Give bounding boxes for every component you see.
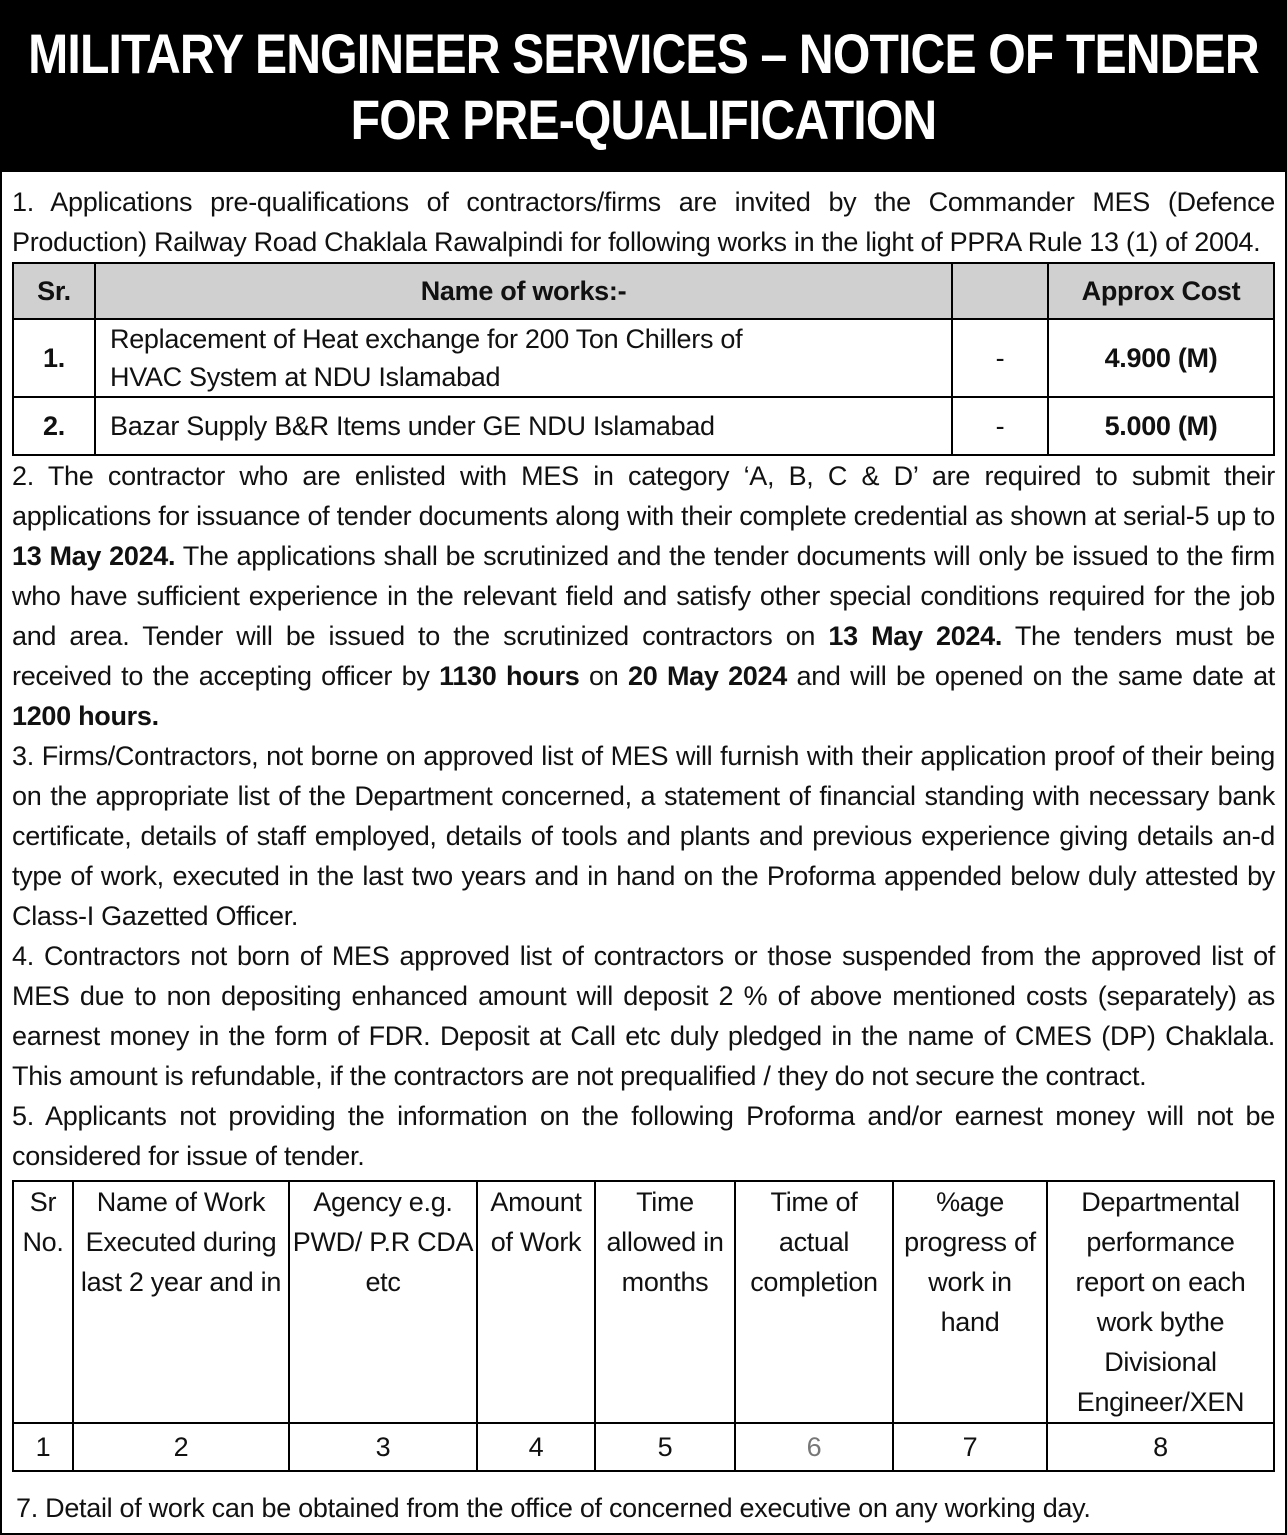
paragraph-3: 3. Firms/Contractors, not borne on approved list of MES will furnish with their application proof of their being on the appropriate list of the Department concerned, a statement of financial standing with necessary bank certificate, details of staff employed, details of tools and plants and previous experience giving details an-d type of work, executed in the last two years and in hand on the Proforma appended below duly attested by Class-I Gazetted Officer.	[12, 741, 1275, 931]
work-sr: 2.	[13, 397, 95, 455]
proforma-header-progress: %age progress of work in hand	[893, 1181, 1047, 1423]
proforma-header-completion: Time of actual completion	[735, 1181, 893, 1423]
p2-date-2: 13 May 2024.	[828, 621, 1003, 651]
p2-time-1: 1130 hours	[439, 661, 580, 691]
paragraph-7: 7. Detail of work can be obtained from the office of concerned executive on any working day.	[16, 1493, 1091, 1523]
proforma-col-number: 6	[735, 1423, 893, 1471]
table-row	[13, 319, 1274, 397]
header-title-line1: MILITARY ENGINEER SERVICES – NOTICE OF TENDER	[28, 22, 1259, 85]
proforma-header-amount: Amount of Work	[477, 1181, 595, 1423]
proforma-header-time-allowed: Time allowed in months	[595, 1181, 735, 1423]
proforma-col-number: 3	[289, 1423, 477, 1471]
proforma-header-row	[13, 1181, 1274, 1423]
work-name: Bazar Supply B&R Items under GE NDU Islamabad	[95, 397, 952, 455]
proforma-col-number: 5	[595, 1423, 735, 1471]
p2-date-3: 20 May 2024	[627, 661, 787, 691]
proforma-header-agency: Agency e.g. PWD/ P.R CDA etc	[289, 1181, 477, 1423]
work-name: Replacement of Heat exchange for 200 Ton Chillers of HVAC System at NDU Islamabad	[95, 319, 952, 397]
works-header-blank	[952, 263, 1048, 319]
paragraph-2	[12, 456, 1275, 736]
works-header-sr: Sr.	[13, 263, 95, 319]
p2-text-4: on	[579, 661, 628, 691]
work-sr: 1.	[13, 319, 95, 397]
paragraph-1: 1. Applications pre-qualifications of contractors/firms are invited by the Commander MES (Defence Production) Railway Road Chaklala Rawalpindi for following works in the light of PPRA Rule 13 (1) of 2004.	[12, 187, 1275, 257]
table-row	[13, 397, 1274, 455]
works-header-cost: Approx Cost	[1048, 263, 1274, 319]
paragraph-5: 5. Applicants not providing the information on the following Proforma and/or earnest money will not be considered for issue of tender.	[12, 1101, 1275, 1171]
works-table	[12, 262, 1275, 456]
p2-text-5: and will be opened on the same date at	[786, 661, 1275, 691]
header-title-line2: FOR PRE-QUALIFICATION	[350, 88, 937, 151]
paragraph-4: 4. Contractors not born of MES approved list of contractors or those suspended from the approved list of MES due to non depositing enhanced amount will deposit 2 % of above mentioned costs (separately) as earnest money in the form of FDR. Deposit at Call etc duly pledged in the name of CMES (DP) Chaklala. This amount is refundable, if the contractors are not prequalified / they do not secure the contract.	[12, 941, 1275, 1091]
proforma-col-number: 8	[1047, 1423, 1274, 1471]
proforma-col-number: 1	[13, 1423, 73, 1471]
proforma-col-number: 2	[73, 1423, 289, 1471]
work-cost: 5.000 (M)	[1048, 397, 1274, 455]
proforma-header-report: Departmental performance report on each work bythe Divisional Engineer/XEN	[1047, 1181, 1274, 1423]
notice-header	[2, 2, 1285, 172]
table-row	[13, 1423, 1274, 1471]
works-header-name: Name of works:-	[95, 263, 952, 319]
p2-date-1: 13 May 2024.	[12, 541, 176, 571]
p2-text-2: The applications shall be scrutinized and the tender documents will only be issued to the firm who have sufficient experience in the relevant field and satisfy other special conditions required for the job and area. Tender will be issued to the scrutinized contractors on	[12, 541, 1275, 651]
p2-time-2: 1200 hours.	[12, 701, 159, 731]
notice-body	[2, 172, 1285, 1528]
work-cost: 4.900 (M)	[1048, 319, 1274, 397]
p2-text-1: 2. The contractor who are enlisted with MES in category ‘A, B, C & D’ are required to submit their applications for issuance of tender documents along with their complete credential as shown at serial-5 up to	[12, 461, 1275, 531]
work-dash: -	[952, 397, 1048, 455]
works-table-header-row	[13, 263, 1274, 319]
proforma-header-name: Name of Work Executed during last 2 year and in	[73, 1181, 289, 1423]
proforma-header-sr: Sr No.	[13, 1181, 73, 1423]
p2-text-3: The tenders must be received to the accepting officer by	[12, 621, 1275, 691]
proforma-col-number: 7	[893, 1423, 1047, 1471]
proforma-col-number: 4	[477, 1423, 595, 1471]
work-dash: -	[952, 319, 1048, 397]
proforma-table	[12, 1180, 1275, 1472]
